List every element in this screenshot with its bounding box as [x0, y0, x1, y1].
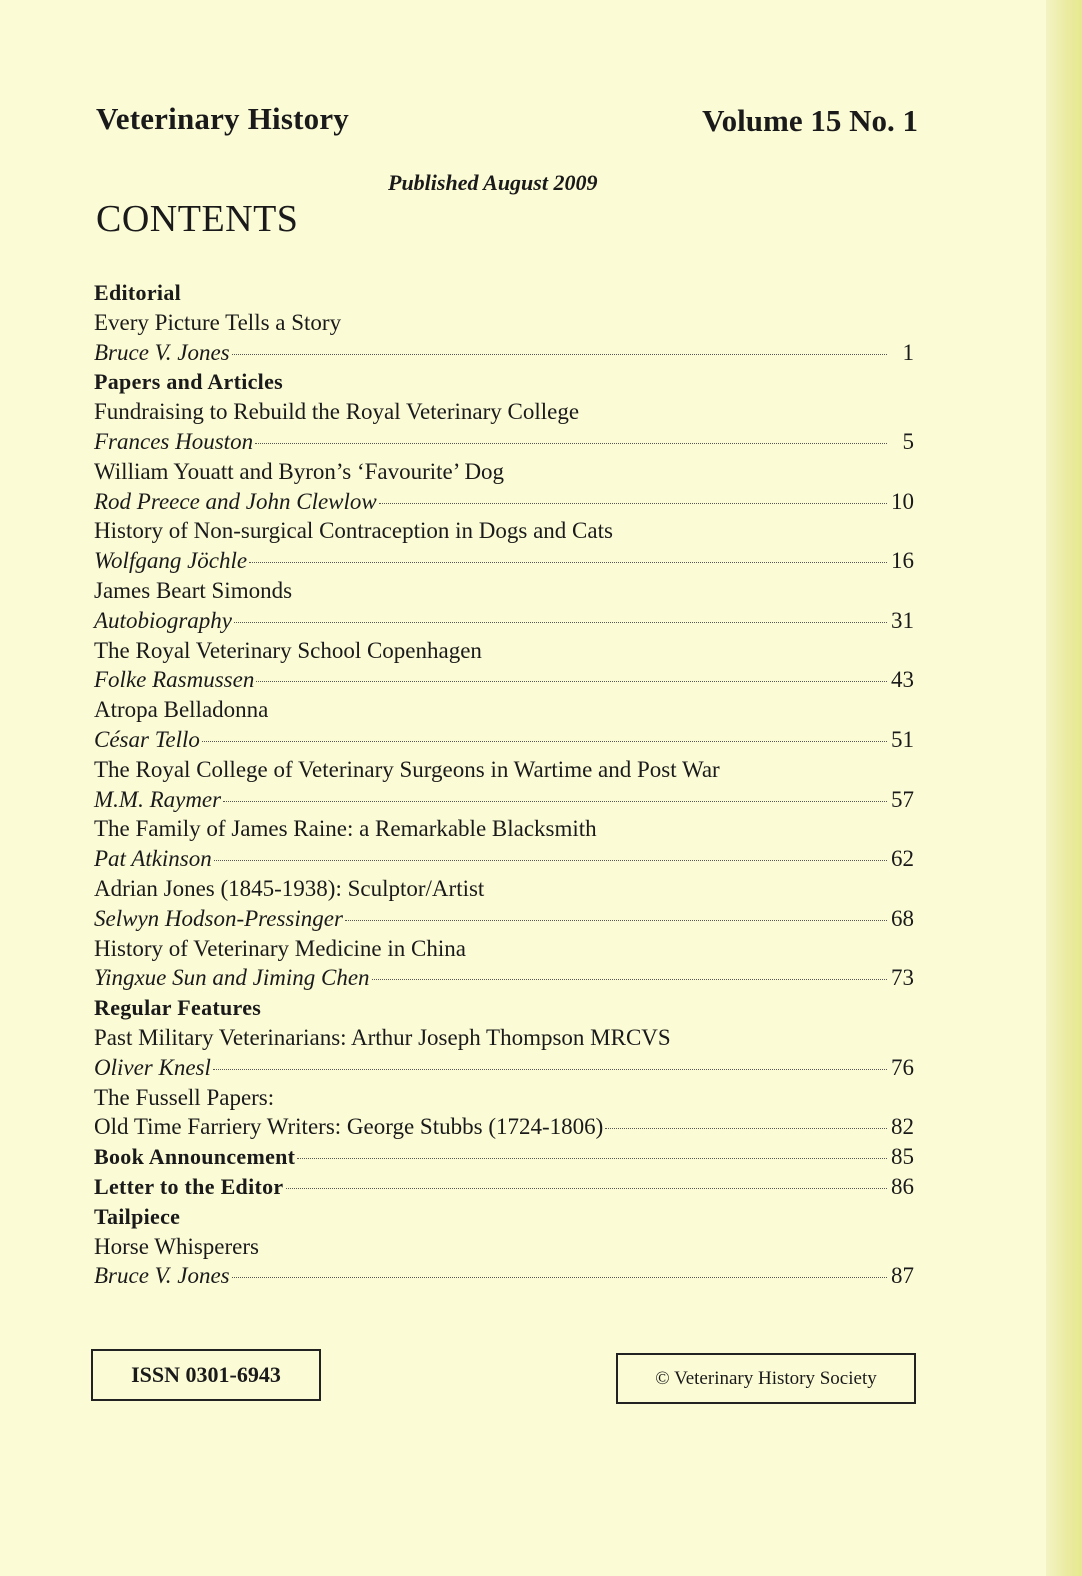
page-number: 31: [891, 607, 914, 633]
toc-entry-author: Selwyn Hodson-Pressinger: [94, 905, 343, 931]
copyright-label: © Veterinary History Society: [655, 1367, 877, 1389]
page-number: 82: [891, 1114, 914, 1140]
toc-entry-title: Horse Whisperers: [94, 1233, 259, 1259]
toc-entry-author: César Tello: [94, 726, 200, 752]
toc-entry-author-row: [94, 1261, 914, 1291]
toc-entry-author: M.M. Raymer: [94, 786, 222, 812]
toc-entry-title: The Royal College of Veterinary Surgeons in Wartime and Post War: [94, 756, 720, 782]
dot-leader: [256, 681, 887, 682]
toc-entry-author-row: [94, 665, 914, 695]
page-number: 16: [891, 548, 914, 574]
toc-entry-title: Every Picture Tells a Story: [94, 309, 342, 335]
toc-entry-author: Folke Rasmussen: [94, 667, 255, 693]
toc-entry-author-row: [94, 487, 914, 517]
section-heading-regular-features: Regular Features: [94, 995, 262, 1021]
toc-entry-title: History of Veterinary Medicine in China: [94, 935, 466, 961]
page-edge: [1046, 0, 1082, 1576]
dot-leader: [202, 741, 887, 742]
toc-entry-author: Pat Atkinson: [94, 846, 212, 872]
dot-leader: [605, 1128, 887, 1129]
page-number: 73: [891, 965, 914, 991]
section-heading-book-announcement: Book Announcement: [94, 1144, 296, 1170]
toc-entry-author-row: [94, 904, 914, 934]
dot-leader: [255, 443, 887, 444]
table-of-contents: [94, 278, 914, 1291]
dot-leader: [213, 1069, 887, 1070]
toc-entry-title: Past Military Veterinarians: Arthur Joseph Thompson MRCVS: [94, 1024, 671, 1050]
dot-leader: [214, 860, 887, 861]
toc-entry-title: William Youatt and Byron’s ‘Favourite’ Dog: [94, 458, 505, 484]
dot-leader: [232, 1277, 887, 1278]
toc-letter-row: [94, 1172, 914, 1202]
dot-leader: [297, 1158, 887, 1159]
publication-date: Published August 2009: [388, 170, 598, 195]
contents-heading: CONTENTS: [96, 198, 299, 240]
toc-entry-author: Autobiography: [94, 607, 232, 633]
toc-entry-title: Adrian Jones (1845-1938): Sculptor/Artist: [94, 875, 485, 901]
toc-entry-author-row: [94, 546, 914, 576]
toc-entry-title: Fundraising to Rebuild the Royal Veterinary College: [94, 399, 580, 425]
page-number: 85: [891, 1144, 914, 1170]
dot-leader: [379, 503, 887, 504]
toc-entry-title: The Fussell Papers:: [94, 1084, 275, 1110]
toc-entry-title: James Beart Simonds: [94, 577, 293, 603]
section-heading-letter: Letter to the Editor: [94, 1173, 284, 1199]
page-number: 87: [891, 1263, 914, 1289]
toc-entry-author: Oliver Knesl: [94, 1054, 211, 1080]
copyright-box: [616, 1353, 916, 1404]
section-heading-editorial: Editorial: [94, 280, 182, 305]
toc-entry-author: Wolfgang Jöchle: [94, 548, 248, 574]
toc-entry-author-row: [94, 963, 914, 993]
page-number: 51: [891, 726, 914, 752]
page-number: 43: [891, 667, 914, 693]
section-heading-papers: Papers and Articles: [94, 369, 284, 395]
volume-number: Volume 15 No. 1: [702, 103, 918, 138]
section-heading-tailpiece: Tailpiece: [94, 1203, 181, 1229]
page-number: 76: [891, 1054, 914, 1080]
dot-leader: [249, 562, 887, 563]
page-number: 68: [891, 905, 914, 931]
toc-entry-title: The Royal Veterinary School Copenhagen: [94, 637, 482, 663]
toc-entry-author-row: [94, 427, 914, 457]
toc-entry-author: Bruce V. Jones: [94, 339, 230, 365]
issn-label: ISSN 0301-6943: [131, 1362, 281, 1387]
toc-entry-author-row: [94, 725, 914, 755]
issn-box: [91, 1349, 321, 1401]
dot-leader: [232, 354, 887, 355]
toc-entry-author: Bruce V. Jones: [94, 1263, 230, 1289]
page-number: 57: [891, 786, 914, 812]
dot-leader: [286, 1188, 888, 1189]
toc-book-announcement-row: [94, 1142, 914, 1172]
toc-entry-author: Rod Preece and John Clewlow: [94, 488, 377, 514]
toc-entry-title: History of Non-surgical Contraception in Dogs and Cats: [94, 518, 613, 544]
dot-leader: [372, 979, 887, 980]
toc-entry-author-row: [94, 1053, 914, 1083]
journal-title: Veterinary History: [96, 101, 349, 136]
page-number: 86: [891, 1173, 914, 1199]
toc-entry-author-row: [94, 785, 914, 815]
toc-entry-author: Frances Houston: [94, 428, 254, 454]
toc-entry-author: Yingxue Sun and Jiming Chen: [94, 965, 370, 991]
toc-entry-subtitle-row: [94, 1112, 914, 1142]
toc-entry-subtitle: Old Time Farriery Writers: George Stubbs (1724-1806): [94, 1114, 604, 1140]
toc-entry-title: Atropa Belladonna: [94, 697, 269, 723]
toc-entry-author-row: [94, 606, 914, 636]
toc-entry-title: The Family of James Raine: a Remarkable Blacksmith: [94, 816, 597, 842]
toc-entry-author-row: [94, 844, 914, 874]
page-number: 1: [902, 339, 914, 365]
page-number: 5: [902, 428, 914, 454]
page-number: 10: [891, 488, 914, 514]
page-number: 62: [891, 846, 914, 872]
dot-leader: [234, 622, 887, 623]
dot-leader: [345, 920, 887, 921]
dot-leader: [223, 801, 887, 802]
toc-entry-author-row: [94, 338, 914, 368]
